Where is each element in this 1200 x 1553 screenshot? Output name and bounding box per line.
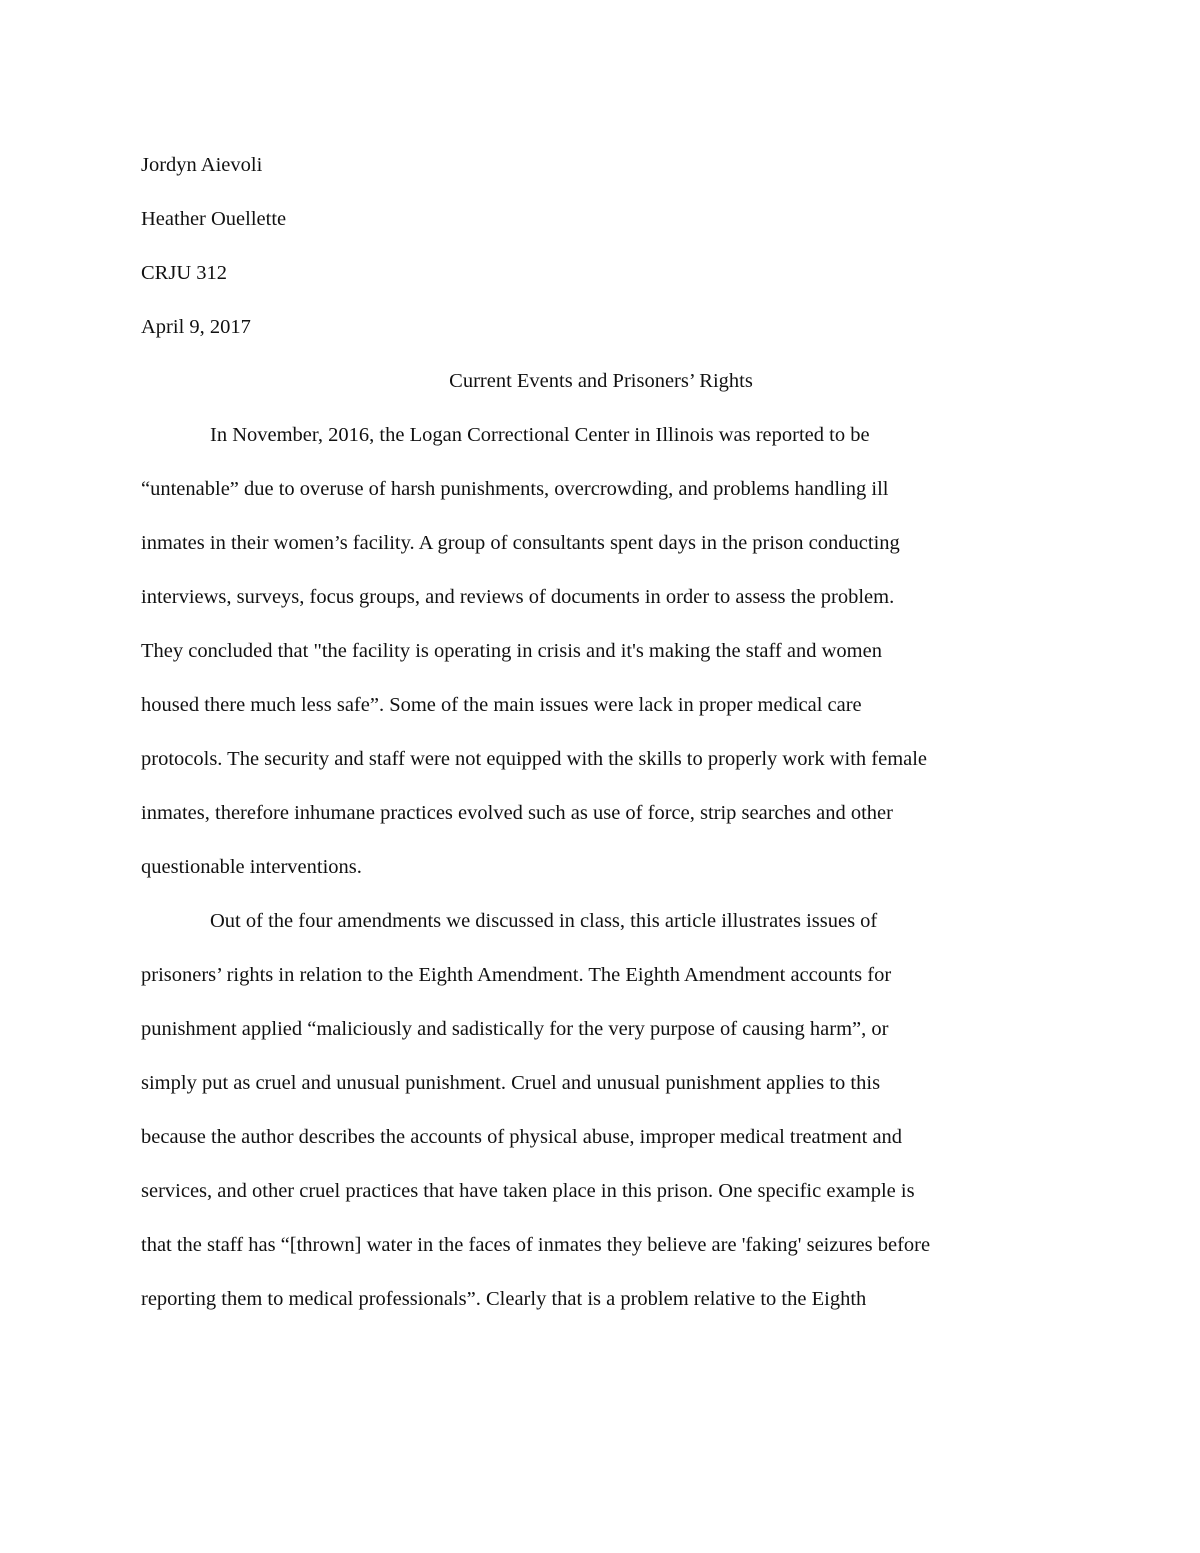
- author-name: Jordyn Aievoli: [141, 154, 263, 176]
- paragraph-line: services, and other cruel practices that have taken place in this prison. One specific example is: [141, 1180, 915, 1202]
- paragraph-line: punishment applied “maliciously and sadistically for the very purpose of causing harm”, or: [141, 1018, 889, 1040]
- paragraph-line: inmates in their women’s facility. A group of consultants spent days in the prison conducting: [141, 532, 900, 554]
- paragraph-line: prisoners’ rights in relation to the Eighth Amendment. The Eighth Amendment accounts for: [141, 964, 892, 986]
- paragraph-line: inmates, therefore inhumane practices evolved such as use of force, strip searches and other: [141, 802, 893, 824]
- paragraph-line: questionable interventions.: [141, 856, 362, 878]
- paragraph-1: [141, 408, 1061, 894]
- paragraph-line: protocols. The security and staff were not equipped with the skills to properly work with female: [141, 748, 928, 770]
- document-title: Current Events and Prisoners’ Rights: [449, 370, 753, 392]
- paragraph-line: Out of the four amendments we discussed in class, this article illustrates issues of: [210, 910, 878, 932]
- paragraph-line: interviews, surveys, focus groups, and reviews of documents in order to assess the problem.: [141, 586, 895, 608]
- instructor-name: Heather Ouellette: [141, 208, 287, 230]
- paragraph-line: housed there much less safe”. Some of the main issues were lack in proper medical care: [141, 694, 862, 716]
- document-date: April 9, 2017: [141, 316, 251, 338]
- course-code: CRJU 312: [141, 262, 228, 284]
- document-body: [141, 138, 1061, 1326]
- paragraph-line: that the staff has “[thrown] water in the faces of inmates they believe are 'faking' seizures before: [141, 1234, 931, 1256]
- paragraph-line: In November, 2016, the Logan Correctional Center in Illinois was reported to be: [210, 424, 870, 446]
- paragraph-line: simply put as cruel and unusual punishment. Cruel and unusual punishment applies to this: [141, 1072, 881, 1094]
- paragraph-line: because the author describes the accounts of physical abuse, improper medical treatment and: [141, 1126, 903, 1148]
- paragraph-2: [141, 894, 1061, 1326]
- paragraph-line: reporting them to medical professionals”. Clearly that is a problem relative to the Eighth: [141, 1288, 867, 1310]
- paragraph-line: They concluded that "the facility is operating in crisis and it's making the staff and women: [141, 640, 882, 662]
- paragraph-line: “untenable” due to overuse of harsh punishments, overcrowding, and problems handling ill: [141, 478, 889, 500]
